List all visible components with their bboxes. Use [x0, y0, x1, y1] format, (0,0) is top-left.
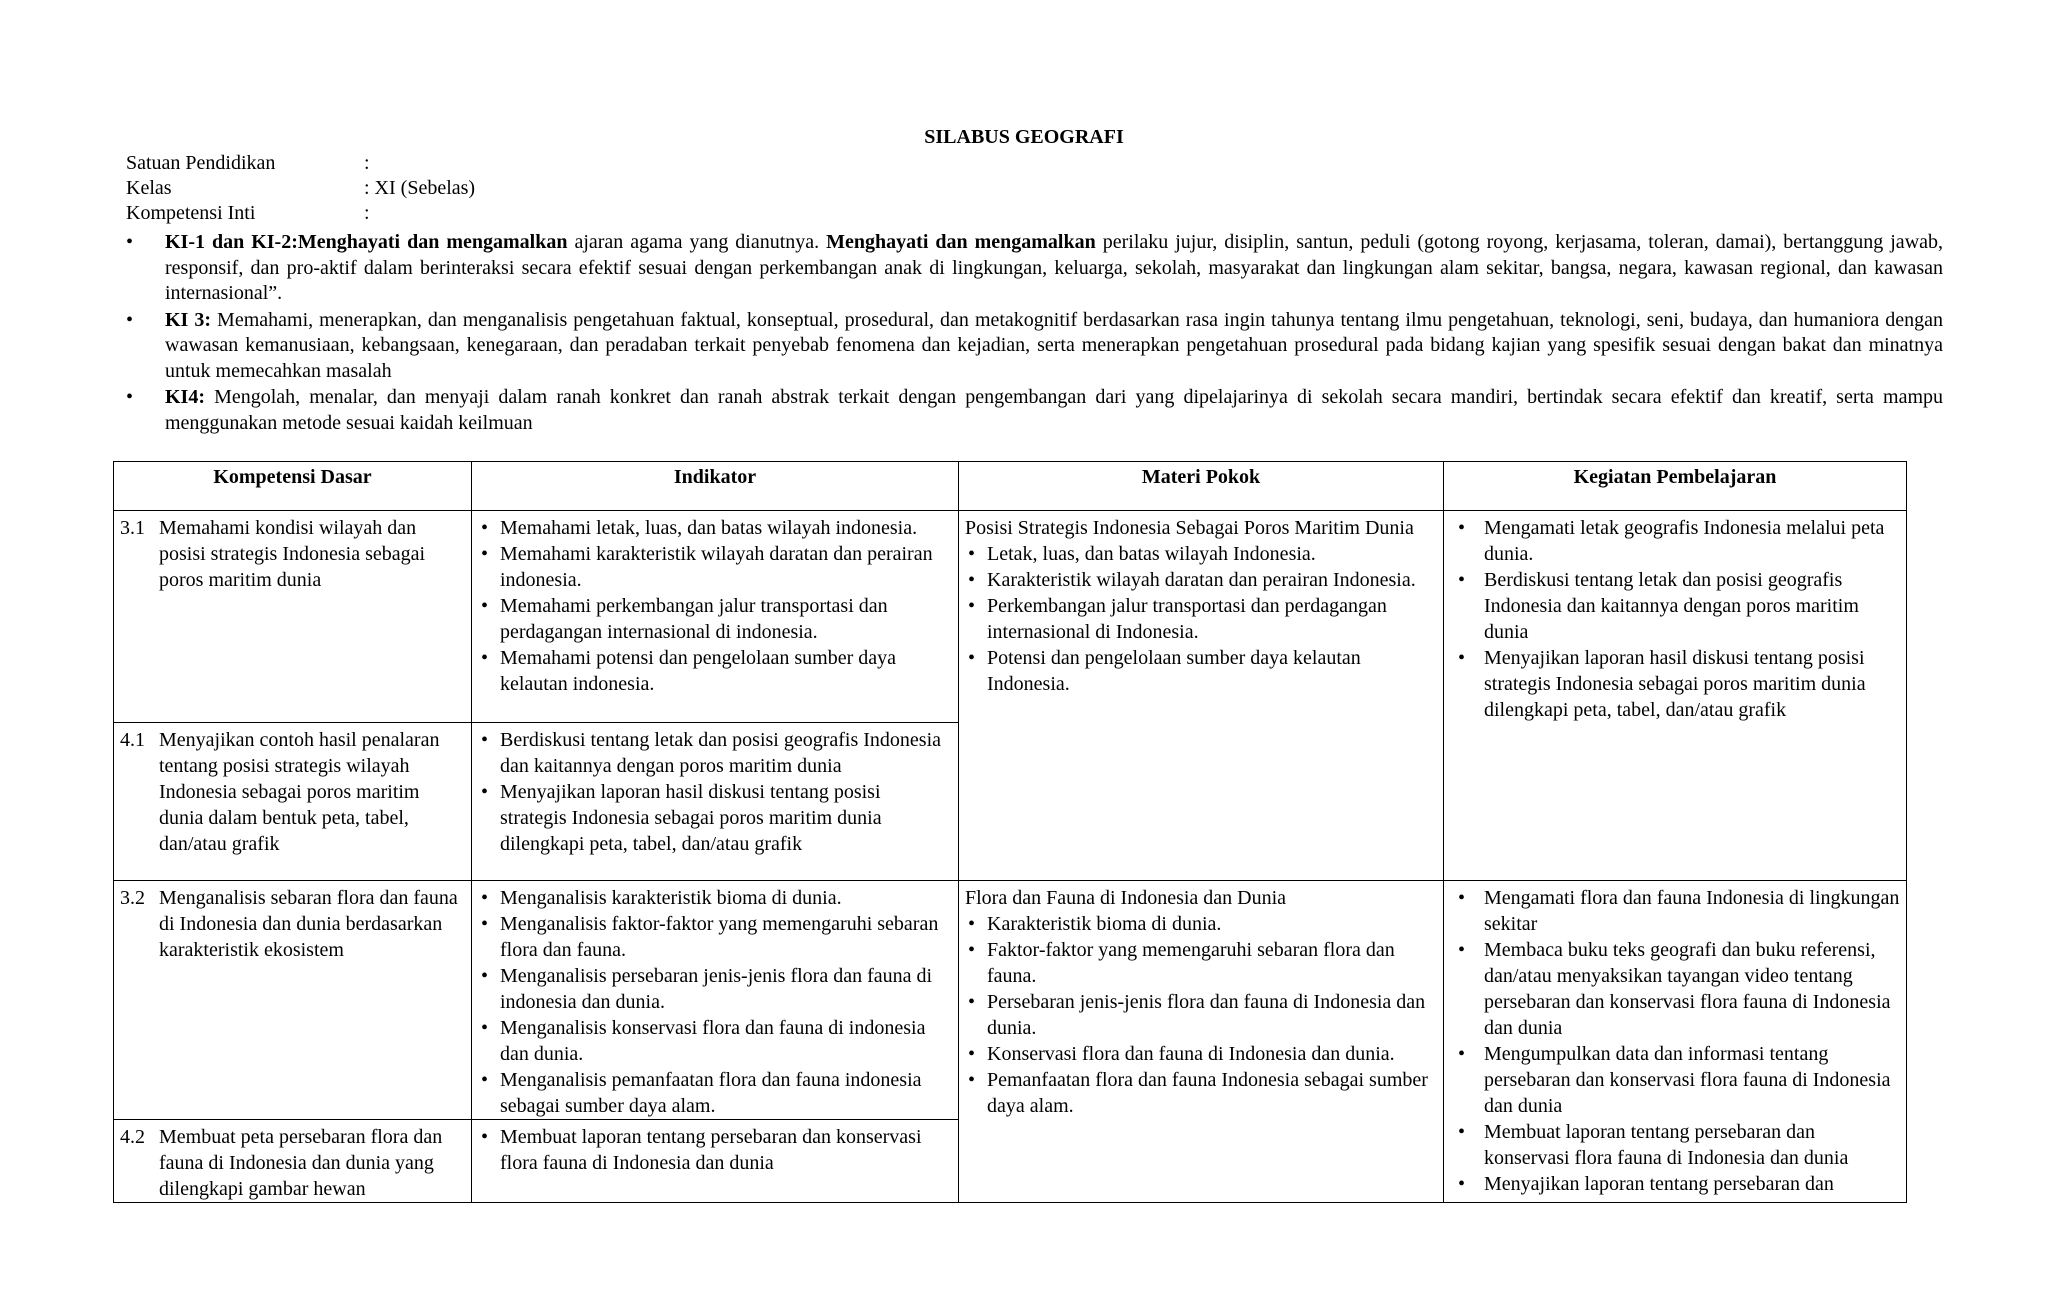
ki-bold: KI4:: [165, 386, 205, 408]
document-title: SILABUS GEOGRAFI: [924, 126, 1124, 148]
list-item: • Menganalisis karakteristik bioma di dunia.: [478, 885, 952, 911]
ki-text: perilaku jujur, disiplin, santun, peduli (gotong royong, kerjasama, toleran, damai), bertanggung jawab, responsif, dan pro-aktif dalam berinteraksi secara efektif sesuai dengan perkembangan anak di lingkungan, keluarga, sekolah, masyarakat dan lingkungan alam sekitar, bangsa, negara, kawasan regional, dan kawasan internasional”.: [165, 231, 1944, 304]
list-item: • Menganalisis pemanfaatan flora dan fauna indonesia sebagai sumber daya alam.: [478, 1067, 952, 1119]
kd-text: Menganalisis sebaran flora dan fauna di Indonesia dan dunia berdasarkan karakteristik ekosistem: [159, 887, 458, 961]
table-row: [114, 511, 1907, 723]
kd-cell: [114, 881, 472, 1120]
list-item: • Membaca buku teks geografi dan buku referensi, dan/atau menyaksikan tayangan video tentang persebaran dan konservasi flora fauna di Indonesia dan dunia: [1450, 937, 1900, 1041]
materi-heading: Flora dan Fauna di Indonesia dan Dunia: [965, 887, 1287, 909]
document-meta: [126, 151, 475, 226]
kd-number: 4.2: [120, 1126, 145, 1148]
kd-number: 3.1: [120, 517, 145, 539]
list-item: • Memahami karakteristik wilayah daratan dan perairan indonesia.: [478, 541, 952, 593]
bullet-icon: •: [126, 308, 134, 331]
syllabus-table: [113, 461, 1907, 1203]
meta-row: [126, 176, 475, 201]
column-header: Kompetensi Dasar: [114, 462, 472, 511]
table-row: [114, 881, 1907, 1120]
meta-label: Kompetensi Inti: [126, 202, 256, 224]
list-item: • Membuat laporan tentang persebaran dan konservasi flora fauna di Indonesia dan dunia: [478, 1124, 952, 1176]
meta-label: Kelas: [126, 177, 172, 199]
bullet-icon: •: [126, 231, 134, 253]
kd-text: Memahami kondisi wilayah dan posisi strategis Indonesia sebagai poros maritim dunia: [159, 517, 426, 591]
meta-value: :: [364, 152, 370, 174]
list-item: • Menyajikan laporan hasil diskusi tentang posisi strategis Indonesia sebagai poros maritim dunia dilengkapi peta, tabel, dan/atau grafik: [478, 779, 952, 857]
materi-cell: [959, 511, 1444, 881]
kd-cell: [114, 1120, 472, 1203]
list-item: • Memahami potensi dan pengelolaan sumber daya kelautan indonesia.: [478, 645, 952, 697]
list-item: • Konservasi flora dan fauna di Indonesia dan dunia.: [965, 1041, 1437, 1067]
list-item: • Memahami letak, luas, dan batas wilayah indonesia.: [478, 515, 952, 541]
indikator-cell: [472, 1120, 959, 1203]
ki-text: ajaran agama yang dianutnya.: [567, 231, 827, 253]
ki-bold: KI 3:: [165, 308, 212, 331]
meta-value: :: [364, 202, 370, 224]
list-item: • Berdiskusi tentang letak dan posisi geografis Indonesia dan kaitannya dengan poros maritim dunia: [478, 727, 952, 779]
meta-row: [126, 151, 475, 176]
list-item: • Karakteristik wilayah daratan dan perairan Indonesia.: [965, 567, 1437, 593]
ki-bold: KI-1 dan KI-2:Menghayati dan mengamalkan: [165, 231, 568, 253]
indikator-cell: [472, 511, 959, 723]
list-item: • Membuat laporan tentang persebaran dan konservasi flora fauna di Indonesia dan dunia: [1450, 1119, 1900, 1171]
ki-bold: Menghayati dan mengamalkan: [826, 231, 1096, 253]
indikator-cell: [472, 723, 959, 881]
column-header: Materi Pokok: [959, 462, 1444, 511]
list-item: • Letak, luas, dan batas wilayah Indonesia.: [965, 541, 1437, 567]
meta-value: : XI (Sebelas): [364, 177, 476, 199]
column-header: Indikator: [472, 462, 959, 511]
list-item: • Mengumpulkan data dan informasi tentang persebaran dan konservasi flora fauna di Indonesia dan dunia: [1450, 1041, 1900, 1119]
list-item: • Potensi dan pengelolaan sumber daya kelautan Indonesia.: [965, 645, 1437, 697]
ki-text: Memahami, menerapkan, dan menganalisis pengetahuan faktual, konseptual, prosedural, dan metakognitif berdasarkan rasa ingin tahunya tentang ilmu pengetahuan, teknologi, seni, budaya, dan humaniora dengan wawasan kemanusiaan, kebangsaan, kenegaraan, dan peradaban terkait penyebab fenomena dan kejadian, serta menerapkan pengetahuan prosedural pada bidang kajian yang spesifik sesuai dengan bakat dan minatnya untuk memecahkan masalah: [165, 308, 1943, 382]
kd-number: 3.2: [120, 887, 145, 909]
materi-cell: [959, 881, 1444, 1203]
kd-cell: [114, 511, 472, 723]
meta-label: Satuan Pendidikan: [126, 152, 276, 174]
indikator-cell: [472, 881, 959, 1120]
column-header: Kegiatan Pembelajaran: [1444, 462, 1907, 511]
bullet-icon: •: [126, 386, 134, 408]
kd-number: 4.1: [120, 729, 145, 751]
kegiatan-cell: [1444, 881, 1907, 1203]
list-item: • Perkembangan jalur transportasi dan perdagangan internasional di Indonesia.: [965, 593, 1437, 645]
materi-heading: Posisi Strategis Indonesia Sebagai Poros Maritim Dunia: [965, 517, 1414, 539]
list-item: • Persebaran jenis-jenis flora dan fauna di Indonesia dan dunia.: [965, 989, 1437, 1041]
list-item: • Memahami perkembangan jalur transportasi dan perdagangan internasional di indonesia.: [478, 593, 952, 645]
ki-item: [126, 385, 1943, 436]
kegiatan-cell: [1444, 511, 1907, 881]
list-item: • Menganalisis faktor-faktor yang memengaruhi sebaran flora dan fauna.: [478, 911, 952, 963]
list-item: • Menyajikan laporan tentang persebaran dan: [1450, 1171, 1900, 1197]
kd-text: Menyajikan contoh hasil penalaran tentang posisi strategis wilayah Indonesia sebagai poros maritim dunia dalam bentuk peta, tabel, dan/atau grafik: [159, 729, 440, 855]
meta-row: [126, 201, 475, 226]
ki-item: [126, 308, 1943, 385]
kompetensi-inti-list: [126, 230, 1943, 437]
list-item: • Menganalisis persebaran jenis-jenis flora dan fauna di indonesia dan dunia.: [478, 963, 952, 1015]
list-item: • Menyajikan laporan hasil diskusi tentang posisi strategis Indonesia sebagai poros maritim dunia dilengkapi peta, tabel, dan/atau grafik: [1450, 645, 1900, 723]
list-item: • Berdiskusi tentang letak dan posisi geografis Indonesia dan kaitannya dengan poros maritim dunia: [1450, 567, 1900, 645]
list-item: • Mengamati flora dan fauna Indonesia di lingkungan sekitar: [1450, 885, 1900, 937]
list-item: • Pemanfaatan flora dan fauna Indonesia sebagai sumber daya alam.: [965, 1067, 1437, 1119]
list-item: • Faktor-faktor yang memengaruhi sebaran flora dan fauna.: [965, 937, 1437, 989]
ki-item: [126, 230, 1943, 307]
list-item: • Karakteristik bioma di dunia.: [965, 911, 1437, 937]
kd-text: Membuat peta persebaran flora dan fauna di Indonesia dan dunia yang dilengkapi gambar hewan: [159, 1126, 443, 1200]
kd-cell: [114, 723, 472, 881]
table-header-row: [114, 462, 1907, 511]
ki-text: Mengolah, menalar, dan menyaji dalam ranah konkret dan ranah abstrak terkait dengan pengembangan dari yang dipelajarinya di sekolah secara mandiri, bertindak secara efektif dan kreatif, serta mampu menggunakan metode sesuai kaidah keilmuan: [165, 386, 1943, 434]
list-item: • Menganalisis konservasi flora dan fauna di indonesia dan dunia.: [478, 1015, 952, 1067]
list-item: • Mengamati letak geografis Indonesia melalui peta dunia.: [1450, 515, 1900, 567]
